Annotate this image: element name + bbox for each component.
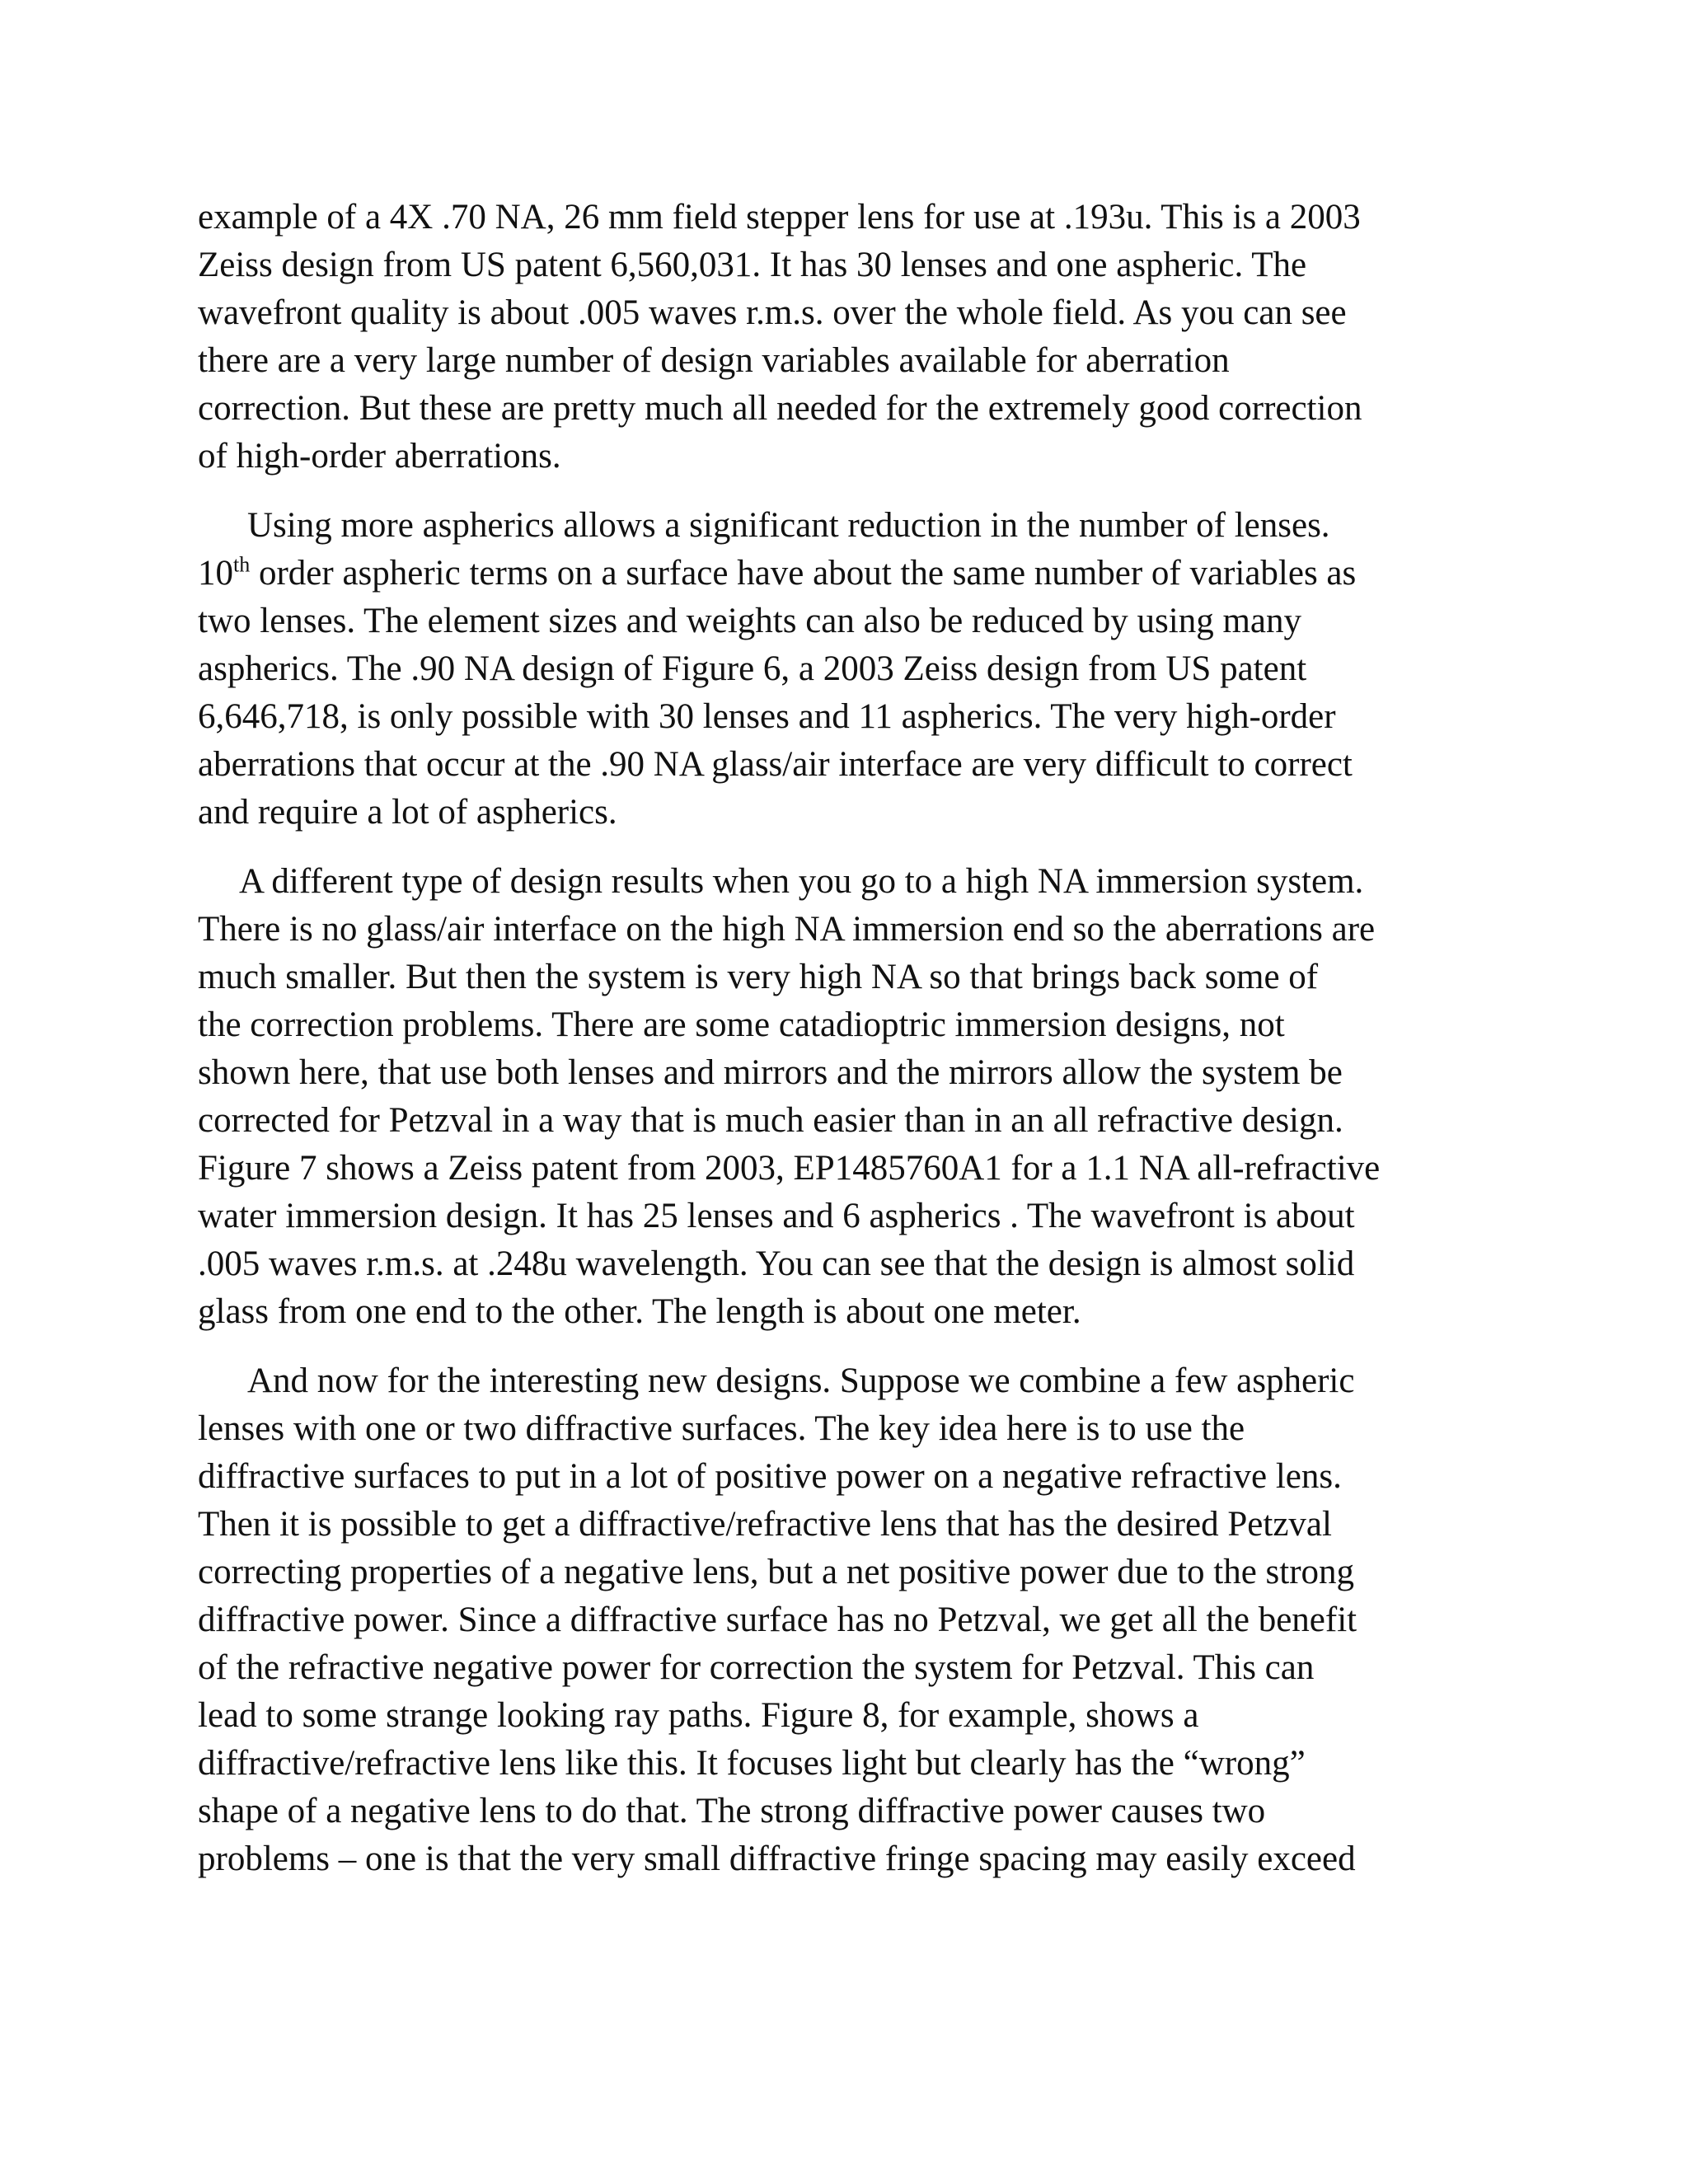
text-line: correction. But these are pretty much all needed for the extremely good correction	[198, 389, 1362, 428]
text-line: of high-order aberrations.	[198, 437, 561, 476]
text-line: there are a very large number of design variables available for aberration	[198, 341, 1230, 380]
text-line: problems – one is that the very small diffractive fringe spacing may easily exceed	[198, 1840, 1356, 1878]
text-line: much smaller. But then the system is very high NA so that brings back some of	[198, 958, 1319, 996]
text-line-superscript	[198, 550, 1517, 598]
text-line: and require a lot of aspherics.	[198, 793, 617, 832]
text-line: the correction problems. There are some catadioptric immersion designs, not	[198, 1005, 1285, 1044]
text-line: There is no glass/air interface on the high NA immersion end so the aberrations are	[198, 910, 1376, 949]
text-line: Zeiss design from US patent 6,560,031. It has 30 lenses and one aspheric. The	[198, 246, 1307, 284]
text-line: lenses with one or two diffractive surfaces. The key idea here is to use the	[198, 1409, 1245, 1448]
text-line: diffractive power. Since a diffractive surface has no Petzval, we get all the benefit	[198, 1601, 1357, 1639]
text-line: shown here, that use both lenses and mirrors and the mirrors allow the system be	[198, 1053, 1343, 1092]
text-line: A different type of design results when you go to a high NA immersion system.	[239, 862, 1364, 901]
text-line: corrected for Petzval in a way that is much easier than in an all refractive design.	[198, 1101, 1343, 1140]
text-line: water immersion design. It has 25 lenses and 6 aspherics . The wavefront is about	[198, 1197, 1355, 1235]
text-line: of the refractive negative power for correction the system for Petzval. This can	[198, 1648, 1315, 1687]
text-line: And now for the interesting new designs. Suppose we combine a few aspheric	[247, 1361, 1355, 1400]
paragraph-1	[198, 194, 1517, 480]
text-line: aberrations that occur at the .90 NA glass/air interface are very difficult to correct	[198, 745, 1353, 784]
text-line: Using more aspherics allows a significant reduction in the number of lenses.	[247, 506, 1330, 545]
paragraph-2	[198, 502, 1517, 837]
text-line: .005 waves r.m.s. at .248u wavelength. You can see that the design is almost solid	[198, 1244, 1355, 1283]
text-line: wavefront quality is about .005 waves r.m.s. over the whole field. As you can see	[198, 293, 1347, 332]
text-line: glass from one end to the other. The length is about one meter.	[198, 1292, 1081, 1331]
text-line: 6,646,718, is only possible with 30 lenses and 11 aspherics. The very high-order	[198, 697, 1336, 736]
text-line: diffractive surfaces to put in a lot of positive power on a negative refractive lens.	[198, 1457, 1342, 1496]
paragraph-4	[198, 1357, 1517, 1883]
text-line: two lenses. The element sizes and weights can also be reduced by using many	[198, 602, 1302, 640]
text-line: example of a 4X .70 NA, 26 mm field stepper lens for use at .193u. This is a 2003	[198, 198, 1361, 237]
text-line: diffractive/refractive lens like this. It focuses light but clearly has the “wrong”	[198, 1744, 1306, 1783]
text-line: Then it is possible to get a diffractive/refractive lens that has the desired Petzval	[198, 1505, 1332, 1544]
paragraph-3	[198, 858, 1517, 1336]
line-continuation: order aspheric terms on a surface have about the same number of variables as	[250, 554, 1357, 593]
text-line: lead to some strange looking ray paths. Figure 8, for example, shows a	[198, 1696, 1199, 1735]
text-line: Figure 7 shows a Zeiss patent from 2003, EP1485760A1 for a 1.1 NA all-refractive	[198, 1149, 1381, 1188]
document-body	[198, 194, 1517, 1905]
text-line: aspherics. The .90 NA design of Figure 6, a 2003 Zeiss design from US patent	[198, 649, 1307, 688]
ordinal-number: 10	[198, 554, 233, 593]
ordinal-suffix: th	[233, 552, 251, 577]
text-line: shape of a negative lens to do that. The strong diffractive power causes two	[198, 1792, 1266, 1830]
text-line: correcting properties of a negative lens, but a net positive power due to the strong	[198, 1553, 1355, 1591]
